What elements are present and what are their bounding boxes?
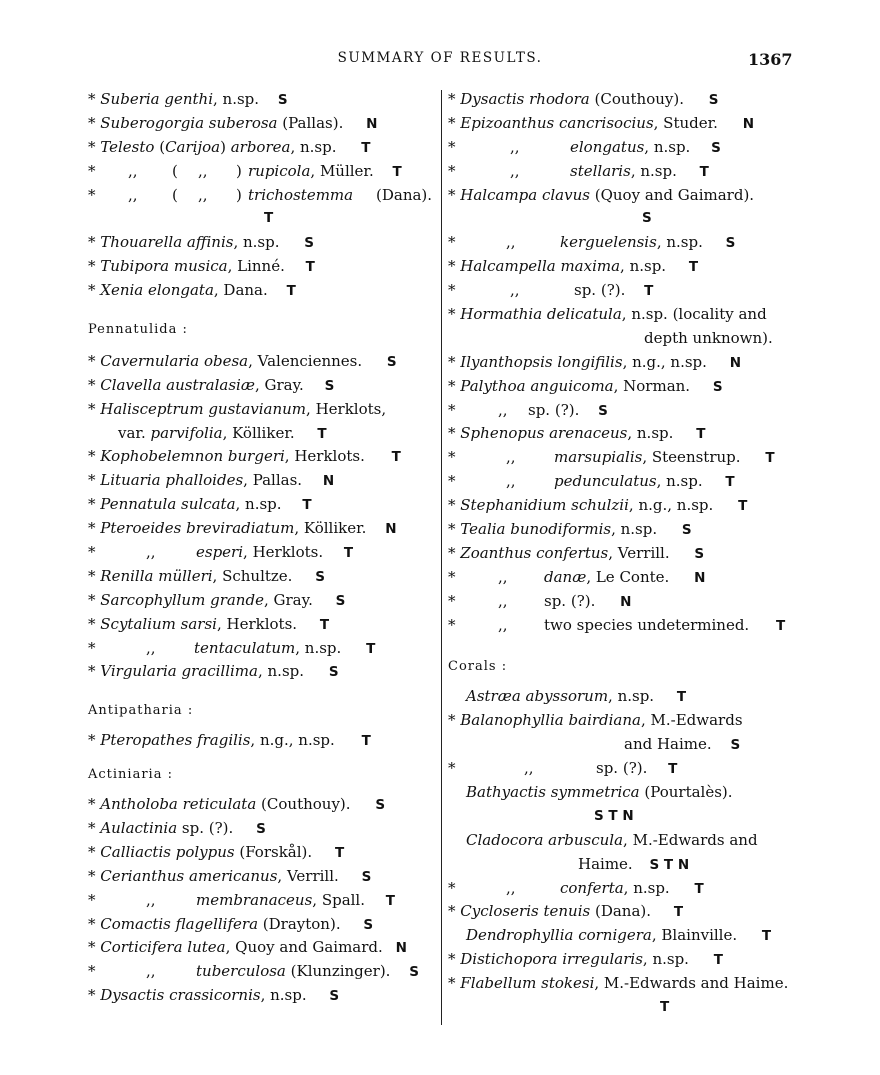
list-item-continuation: T xyxy=(660,998,670,1015)
list-item: * Pennatula sulcata, n.sp. T xyxy=(88,495,312,514)
section-heading: Antipatharia : xyxy=(88,703,194,719)
list-item-continuation: S T N xyxy=(594,807,634,824)
section-heading: Actiniaria : xyxy=(88,767,173,783)
list-item: * Flabellum stokesi, M.-Edwards and Haime. xyxy=(448,974,789,993)
list-item: * ,, membranaceus, Spall. T xyxy=(88,890,396,909)
list-item: * ,, kerguelensis, n.sp. S xyxy=(448,233,736,252)
list-item: Dendrophyllia cornigera, Blainville. T xyxy=(466,926,772,945)
list-item: * Corticifera lutea, Quoy and Gaimard. N xyxy=(88,938,407,957)
list-item: * ,, ( ,, ) rupicola, Müller. T xyxy=(88,161,402,180)
list-item: * ,, conferta, n.sp. T xyxy=(448,878,704,897)
list-item: * Balanophyllia bairdiana, M.-Edwards xyxy=(448,711,743,730)
list-item: * Suberia genthi, n.sp. S xyxy=(88,90,288,108)
list-item: * Pteroeides breviradiatum, Kölliker. N xyxy=(88,519,397,538)
list-item: * ,, tentaculatum, n.sp. T xyxy=(88,638,376,657)
list-item: * Antholoba reticulata (Couthouy). S xyxy=(88,795,386,814)
list-item: * ,, sp. (?). T xyxy=(448,281,654,300)
list-item: * Hormathia delicatula, n.sp. (locality and xyxy=(448,305,767,324)
list-item: * Thouarella affinis, n.sp. S xyxy=(88,233,315,252)
list-item: Astræa abyssorum, n.sp. T xyxy=(466,687,687,706)
list-item: * Zoanthus confertus, Verrill. S xyxy=(448,543,705,562)
list-item: * Tealia bunodiformis, n.sp. S xyxy=(448,520,692,539)
list-item: * Scytalium sarsi, Herklots. T xyxy=(88,614,330,633)
list-item: * Suberogorgia suberosa (Pallas). N xyxy=(88,113,378,132)
list-item: * Comactis flagellifera (Drayton). S xyxy=(88,914,374,933)
list-item: * Telesto (Carijoa) arborea, n.sp. T xyxy=(88,137,371,156)
list-item: * Halcampa clavus (Quoy and Gaimard). xyxy=(448,185,755,204)
list-item: * Kophobelemnon burgeri, Herklots. T xyxy=(88,447,401,466)
list-item: * ,, sp. (?). S xyxy=(448,400,608,419)
list-item: * ,, stellaris, n.sp. T xyxy=(448,161,709,180)
list-item: * ,, sp. (?). T xyxy=(448,759,678,778)
list-item: * Renilla mülleri, Schultze. S xyxy=(88,566,325,585)
list-item: * ,, esperi, Herklots. T xyxy=(88,543,354,562)
list-item: * ,, elongatus, n.sp. S xyxy=(448,137,721,156)
list-item: * Ilyanthopsis longifilis, n.g., n.sp. N xyxy=(448,352,742,371)
list-item: * Epizoanthus cancrisocius, Studer. N xyxy=(448,113,755,132)
section-heading: Pennatulida : xyxy=(88,322,188,338)
list-item: * Cerianthus americanus, Verrill. S xyxy=(88,866,372,885)
list-item: * ,, tuberculosa (Klunzinger). S xyxy=(88,962,419,981)
list-item-continuation: and Haime. S xyxy=(624,735,741,754)
list-item: * Sarcophyllum grande, Gray. S xyxy=(88,590,346,609)
list-item: * Cycloseris tenuis (Dana). T xyxy=(448,902,684,921)
list-item-continuation: T xyxy=(264,210,274,227)
list-item: * ,, sp. (?). N xyxy=(448,591,632,610)
list-item-continuation: depth unknown). xyxy=(644,328,773,347)
list-item: * ,, marsupialis, Steenstrup. T xyxy=(448,448,775,467)
page-number: 1367 xyxy=(748,50,793,69)
list-item-continuation: S xyxy=(642,210,652,227)
running-header: SUMMARY OF RESULTS. xyxy=(337,50,543,66)
section-heading: Corals : xyxy=(448,659,508,675)
list-item: * ,, danæ, Le Conte. N xyxy=(448,567,706,586)
list-item: * Dysactis crassicornis, n.sp. S xyxy=(88,986,340,1005)
list-item: * Dysactis rhodora (Couthouy). S xyxy=(448,90,719,108)
list-item: * Calliactis polypus (Forskål). T xyxy=(88,842,345,861)
list-item: * Halisceptrum gustavianum, Herklots, xyxy=(88,399,387,418)
list-item-continuation: var. parvifolia, Kölliker. T xyxy=(118,423,327,442)
list-item: * Aulactinia sp. (?). S xyxy=(88,818,266,837)
list-item: * Sphenopus arenaceus, n.sp. T xyxy=(448,424,706,443)
left-column xyxy=(88,88,434,1008)
list-item: * Xenia elongata, Dana. T xyxy=(88,281,296,300)
list-item: * Cavernularia obesa, Valenciennes. S xyxy=(88,351,397,370)
list-item: * ,, pedunculatus, n.sp. T xyxy=(448,472,735,491)
list-item: * Stephanidium schulzii, n.g., n.sp. T xyxy=(448,496,748,515)
list-item: * Tubipora musica, Linné. T xyxy=(88,257,315,276)
list-item: * Halcampella maxima, n.sp. T xyxy=(448,257,699,276)
list-item: * Clavella australasiæ, Gray. S xyxy=(88,375,335,394)
column-divider xyxy=(441,90,442,1025)
right-column xyxy=(448,88,798,1020)
list-item: * Lituaria phalloides, Pallas. N xyxy=(88,471,335,490)
list-item: Bathyactis symmetrica (Pourtalès). xyxy=(466,782,733,801)
list-item: * Pteropathes fragilis, n.g., n.sp. T xyxy=(88,731,371,750)
list-item: * ,, ( ,, ) trichostemma (Dana). xyxy=(88,185,433,204)
list-item: * ,, two species undetermined. T xyxy=(448,615,786,634)
list-item: Cladocora arbuscula, M.-Edwards and xyxy=(466,830,758,849)
list-item-continuation: Haime. S T N xyxy=(578,854,690,873)
list-item: * Distichopora irregularis, n.sp. T xyxy=(448,950,723,969)
list-item: * Palythoa anguicoma, Norman. S xyxy=(448,376,723,395)
list-item: * Virgularia gracillima, n.sp. S xyxy=(88,662,339,681)
